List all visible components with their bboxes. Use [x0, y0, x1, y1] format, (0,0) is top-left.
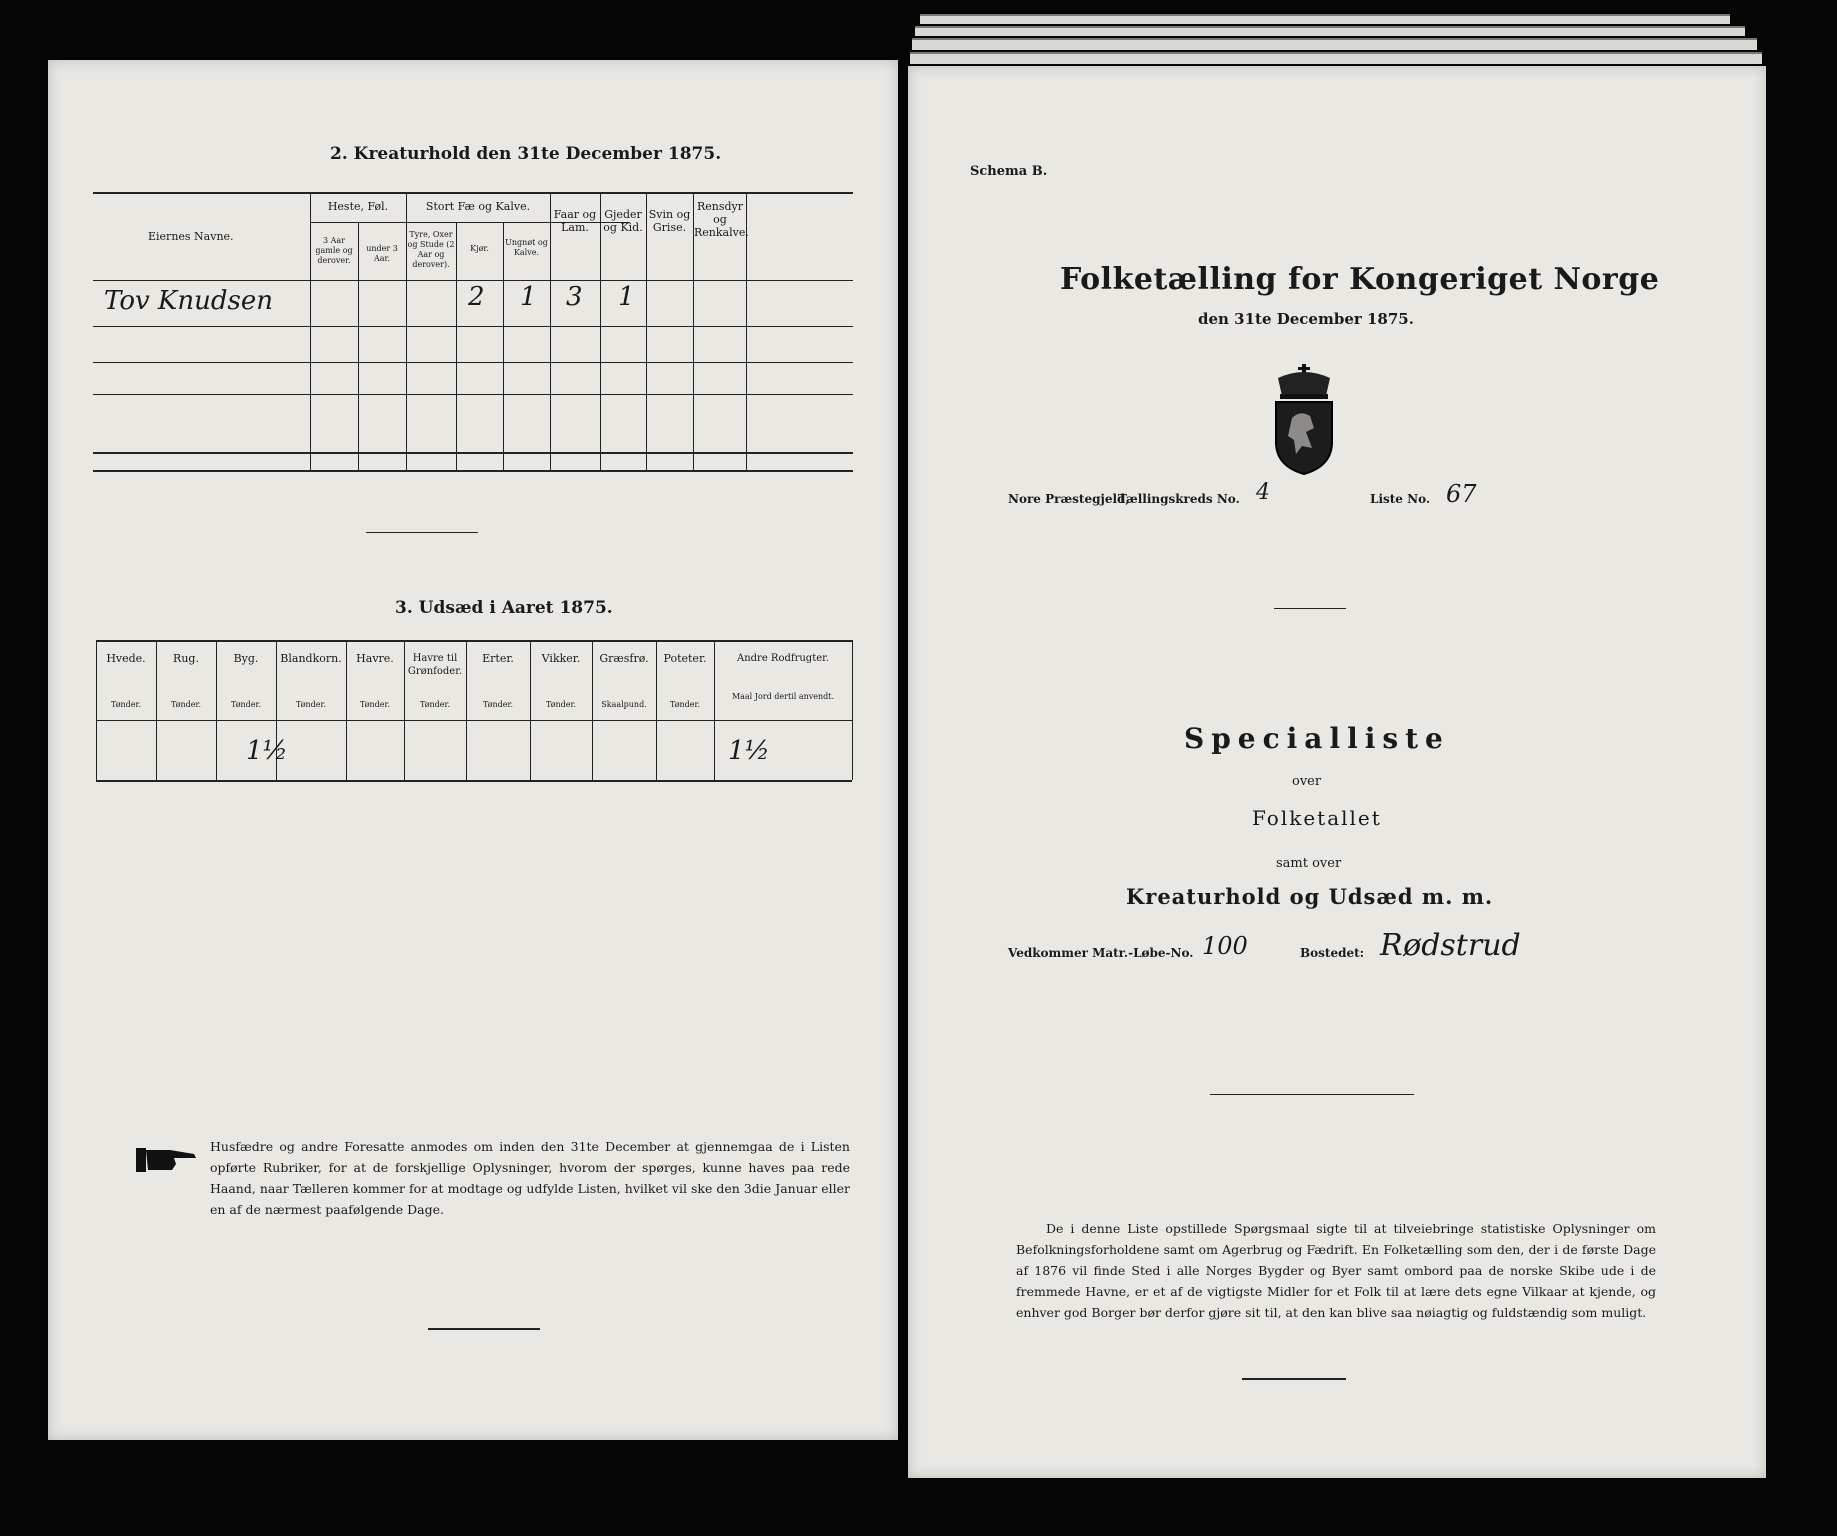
seed-col-unit: Tønder. [170, 700, 202, 709]
seed-col-unit: Tønder. [545, 700, 577, 709]
table-rule [93, 394, 853, 395]
table-col [503, 222, 504, 470]
col-heste-a-header: 3 Aar gamle og derover. [315, 236, 353, 265]
kjor-value: 2 [468, 282, 485, 312]
table-rule [96, 720, 852, 721]
table-rule [96, 640, 852, 642]
table-rule [93, 452, 853, 454]
separator [1274, 608, 1346, 609]
liste-number: 67 [1446, 480, 1477, 508]
over-label: over [1292, 774, 1322, 789]
table-rule [93, 192, 853, 194]
ungnot-value: 1 [520, 282, 537, 312]
page-date: den 31te December 1875. [1198, 310, 1414, 328]
col-gjeder-header: Gjeder og Kid. [603, 208, 643, 234]
right-page [908, 66, 1766, 1478]
table-rule [93, 326, 853, 327]
owner-name: Tov Knudsen [104, 286, 273, 316]
table-col [310, 192, 311, 470]
folketallet-label: Folketallet [1252, 806, 1382, 830]
byg-value: 1½ [246, 736, 288, 766]
seed-col-unit: Tønder. [482, 700, 514, 709]
seed-col-header: Andre Rodfrugter. [736, 653, 829, 664]
gjeder-value: 1 [618, 282, 635, 312]
seed-col-header: Rug. [173, 652, 199, 665]
page-title: Folketælling for Kongeriget Norge [1060, 262, 1660, 297]
table-rule [93, 280, 853, 281]
schema-label: Schema B. [970, 164, 1048, 179]
poteter-value: 1½ [728, 736, 770, 766]
seed-col-unit: Tønder. [230, 700, 262, 709]
section3-title: 3. Udsæd i Aaret 1875. [395, 598, 613, 618]
seed-col-header: Blandkorn. [280, 652, 342, 665]
col-heste-header: Heste, Føl. [327, 200, 389, 213]
col-heste-b-header: under 3 Aar. [366, 244, 398, 263]
matr-label: Vedkommer Matr.-Løbe-No. [1008, 946, 1194, 960]
seed-col-unit: Tønder. [359, 700, 391, 709]
kreds-number: 4 [1256, 480, 1270, 505]
seed-col-unit: Tønder. [419, 700, 451, 709]
kreaturhold-label: Kreaturhold og Udsæd m. m. [1126, 884, 1494, 909]
seed-col-header: Vikker. [541, 652, 581, 665]
seed-col-header: Byg. [233, 652, 259, 665]
separator [1242, 1378, 1346, 1380]
notice-text: Husfædre og andre Foresatte anmodes om inden den 31te December at gjennemgaa de i Listen opførte Rubriker, for at de forskjellige Oplysninger, hvorom der spørges, kunne haves paa rede Haand, naar Tælleren kommer for at modtage og udfylde Listen, hvilket vil ske den 3die Januar eller en af de nærmest paafølgende Dage. [210, 1139, 850, 1217]
page-edge [920, 14, 1730, 24]
seed-col-unit: Tønder. [295, 700, 327, 709]
specialliste-title: Specialliste [1184, 722, 1450, 755]
left-page [48, 60, 898, 1440]
seed-col-unit: Maal Jord dertil anvendt. [731, 692, 835, 701]
seed-col-header: Havre. [356, 652, 394, 665]
seed-col-header: Poteter. [663, 652, 707, 665]
pointing-hand-icon [136, 1144, 198, 1176]
seed-col-header: Havre til Grønfoder. [407, 653, 463, 677]
col-rensdyr-header: Rensdyr og Renkalve. [694, 200, 749, 239]
coat-of-arms-icon [1266, 362, 1342, 476]
samt-over-label: samt over [1276, 856, 1342, 871]
info-paragraph: De i denne Liste opstillede Spørgsmaal sigte til at tilveiebringe statistiske Oplysninger om Befolkningsforholdene samt om Agerbrug og Fædrift. En Folketælling som den, der i de første Dage af 1876 vil finde Sted i alle Norges Bygder og Byer samt ombord paa de norske Skibe ude i de fremmede Havne, er et af de vigtigste Midler for et Folk til at lære dets egne Vilkaar at kjende, og enhver god Borger bør derfor gjøre sit til, at den kan blive saa nøiagtig og fuldstændig som muligt. [1016, 1221, 1656, 1320]
page-edge [910, 52, 1762, 64]
separator [366, 532, 478, 533]
separator [1210, 1094, 1414, 1095]
seed-col-unit: Skaalpund. [601, 700, 647, 709]
seed-col-header: Græsfrø. [599, 652, 649, 665]
table-col [852, 640, 853, 780]
seed-col-header: Erter. [482, 652, 514, 665]
table-rule [96, 780, 852, 782]
col-stort-c-header: Ungnøt og Kalve. [505, 238, 548, 257]
seed-col-unit: Tønder. [669, 700, 701, 709]
seed-col-header: Hvede. [106, 652, 146, 665]
table-rule [93, 362, 853, 363]
col-stort-a-header: Tyre, Oxer og Stude (2 Aar og derover). [407, 230, 455, 269]
col-svin-header: Svin og Grise. [648, 208, 691, 234]
col-owner-header: Eiernes Navne. [148, 230, 234, 243]
page-edge [915, 26, 1745, 36]
col-faar-header: Faar og Lam. [553, 208, 597, 234]
col-stort-b-header: Kjør. [470, 244, 489, 253]
seed-col-unit: Tønder. [110, 700, 142, 709]
bosted-value: Rødstrud [1380, 928, 1521, 963]
bosted-label: Bostedet: [1300, 946, 1365, 960]
kreds-label: Tællingskreds No. [1118, 492, 1240, 506]
faar-value: 3 [566, 282, 583, 312]
page-edge [912, 38, 1757, 50]
table-col [456, 222, 457, 470]
liste-label: Liste No. [1370, 492, 1431, 506]
col-stort-header: Stort Fæ og Kalve. [425, 200, 531, 213]
separator [428, 1328, 540, 1330]
table-rule [93, 470, 853, 472]
prestegjeld-label: Nore Præstegjeld, [1008, 492, 1130, 506]
section2-title: 2. Kreaturhold den 31te December 1875. [330, 144, 722, 164]
matr-number: 100 [1202, 932, 1248, 960]
